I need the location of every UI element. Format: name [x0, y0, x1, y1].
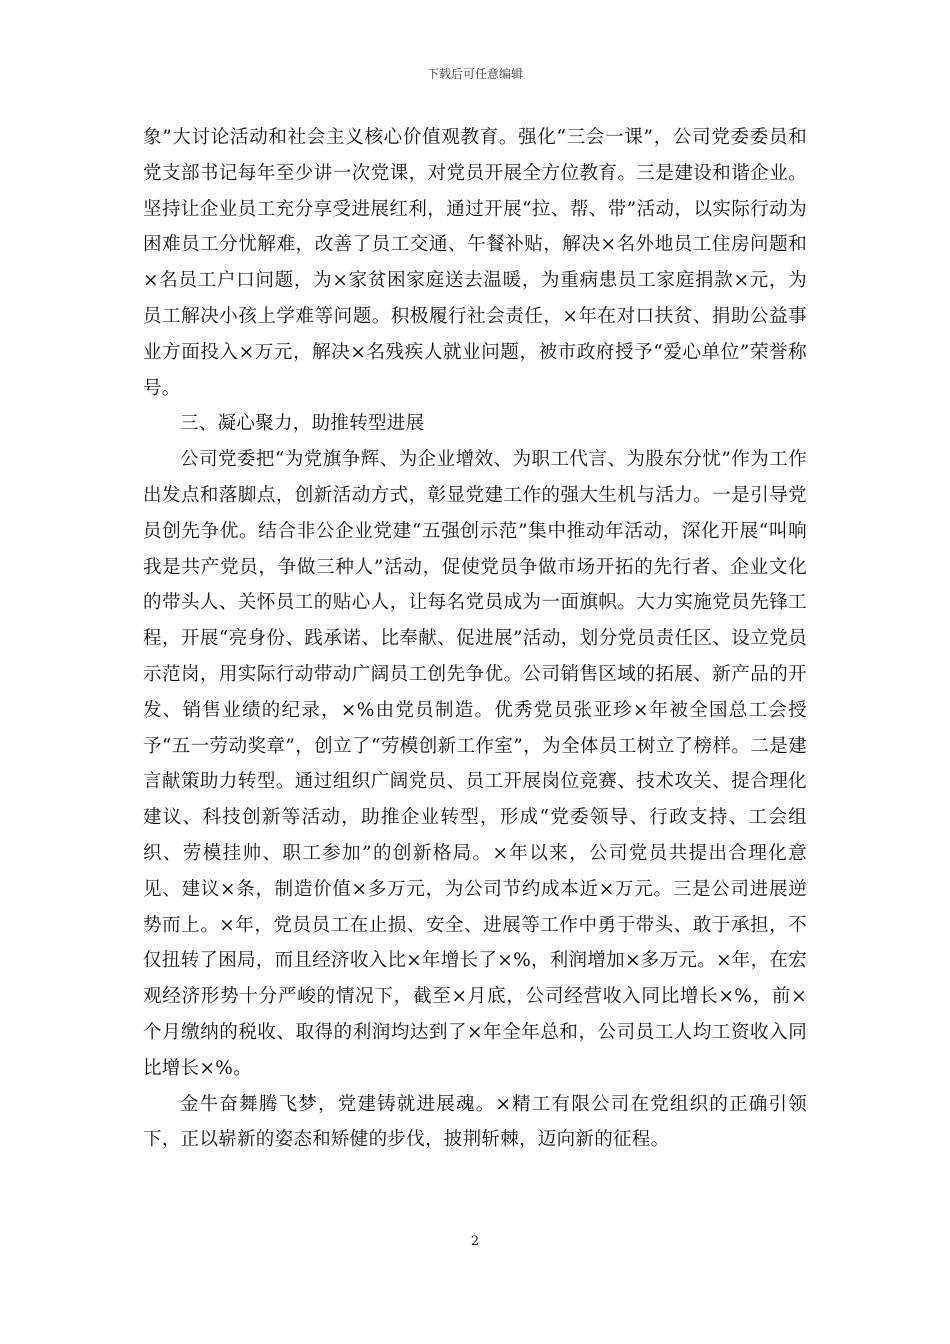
paragraph-conclusion: 金牛奋舞腾飞梦，党建铸就进展魂。×精工有限公司在党组织的正确引领下，正以崭新的姿态和矫健的步伐，披荆斩棘，迈向新的征程。	[143, 1093, 807, 1151]
paragraph-section-body: 公司党委把“为党旗争辉、为企业增效、为职工代言、为股东分忧”作为工作出发点和落脚点，创新活动方式，彰显党建工作的强大生机与活力。一是引导党员创先争优。结合非公企业党建“五强创示范”集中推动年活动，深化开展“叫响我是共产党员，争做三种人”活动，促使党员争做市场开拓的先行者、企业文化的带头人、关怀员工的贴心人，让每名党员成为一面旗帜。大力实施党员先锋工程，开展“亮身份、践承诺、比奉献、促进展”活动，划分党员责任区、设立党员示范岗，用实际行动带动广阔员工创先争优。公司销售区域的拓展、新产品的开发、销售业绩的纪录，×%由党员制造。优秀党员张亚珍×年被全国总工会授予“五一劳动奖章”，创立了“劳模创新工作室”，为全体员工树立了榜样。二是建言献策助力转型。通过组织广阔党员、员工开展岗位竞赛、技术攻关、提合理化建议、科技创新等活动，助推企业转型，形成“党委领导、行政支持、工会组织、劳模挂帅、职工参加”的创新格局。×年以来，公司党员共提出合理化意见、建议×条，制造价值×多万元，为公司节约成本近×万元。三是公司进展逆势而上。×年，党员员工在止损、安全、进展等工作中勇于带头、敢于承担，不仅扭转了困局，而且经济收入比×年增长了×%，利润增加×多万元。×年，在宏观经济形势十分严峻的情况下，截至×月底，公司经营收入同比增长×%，前×个月缴纳的税收、取得的利润均达到了×年全年总和，公司员工人均工资收入同比增长×%。	[143, 449, 807, 1079]
page-header: 下载后可任意编辑	[426, 67, 523, 81]
paragraph-continued: 象”大讨论活动和社会主义核心价值观教育。强化“三会一课”，公司党委委员和党支部书记每年至少讲一次党课，对党员开展全方位教育。三是建设和谐企业。坚持让企业员工充分享受进展红利，通过开展“拉、帮、带”活动，以实际行动为困难员工分忧解难，改善了员工交通、午餐补贴，解决×名外地员工住房问题和×名员工户口问题，为×家贫困家庭送去温暖，为重病患员工家庭捐款×元，为员工解决小孩上学难等问题。积极履行社会责任，×年在对口扶贫、捐助公益事业方面投入×万元，解决×名残疾人就业问题，被市政府授予“爱心单位”荣誉称号。	[143, 127, 807, 399]
document-body	[143, 120, 807, 1158]
section-heading: 三、凝心聚力，助推转型进展	[180, 413, 425, 435]
page-number: 2	[470, 1234, 480, 1249]
